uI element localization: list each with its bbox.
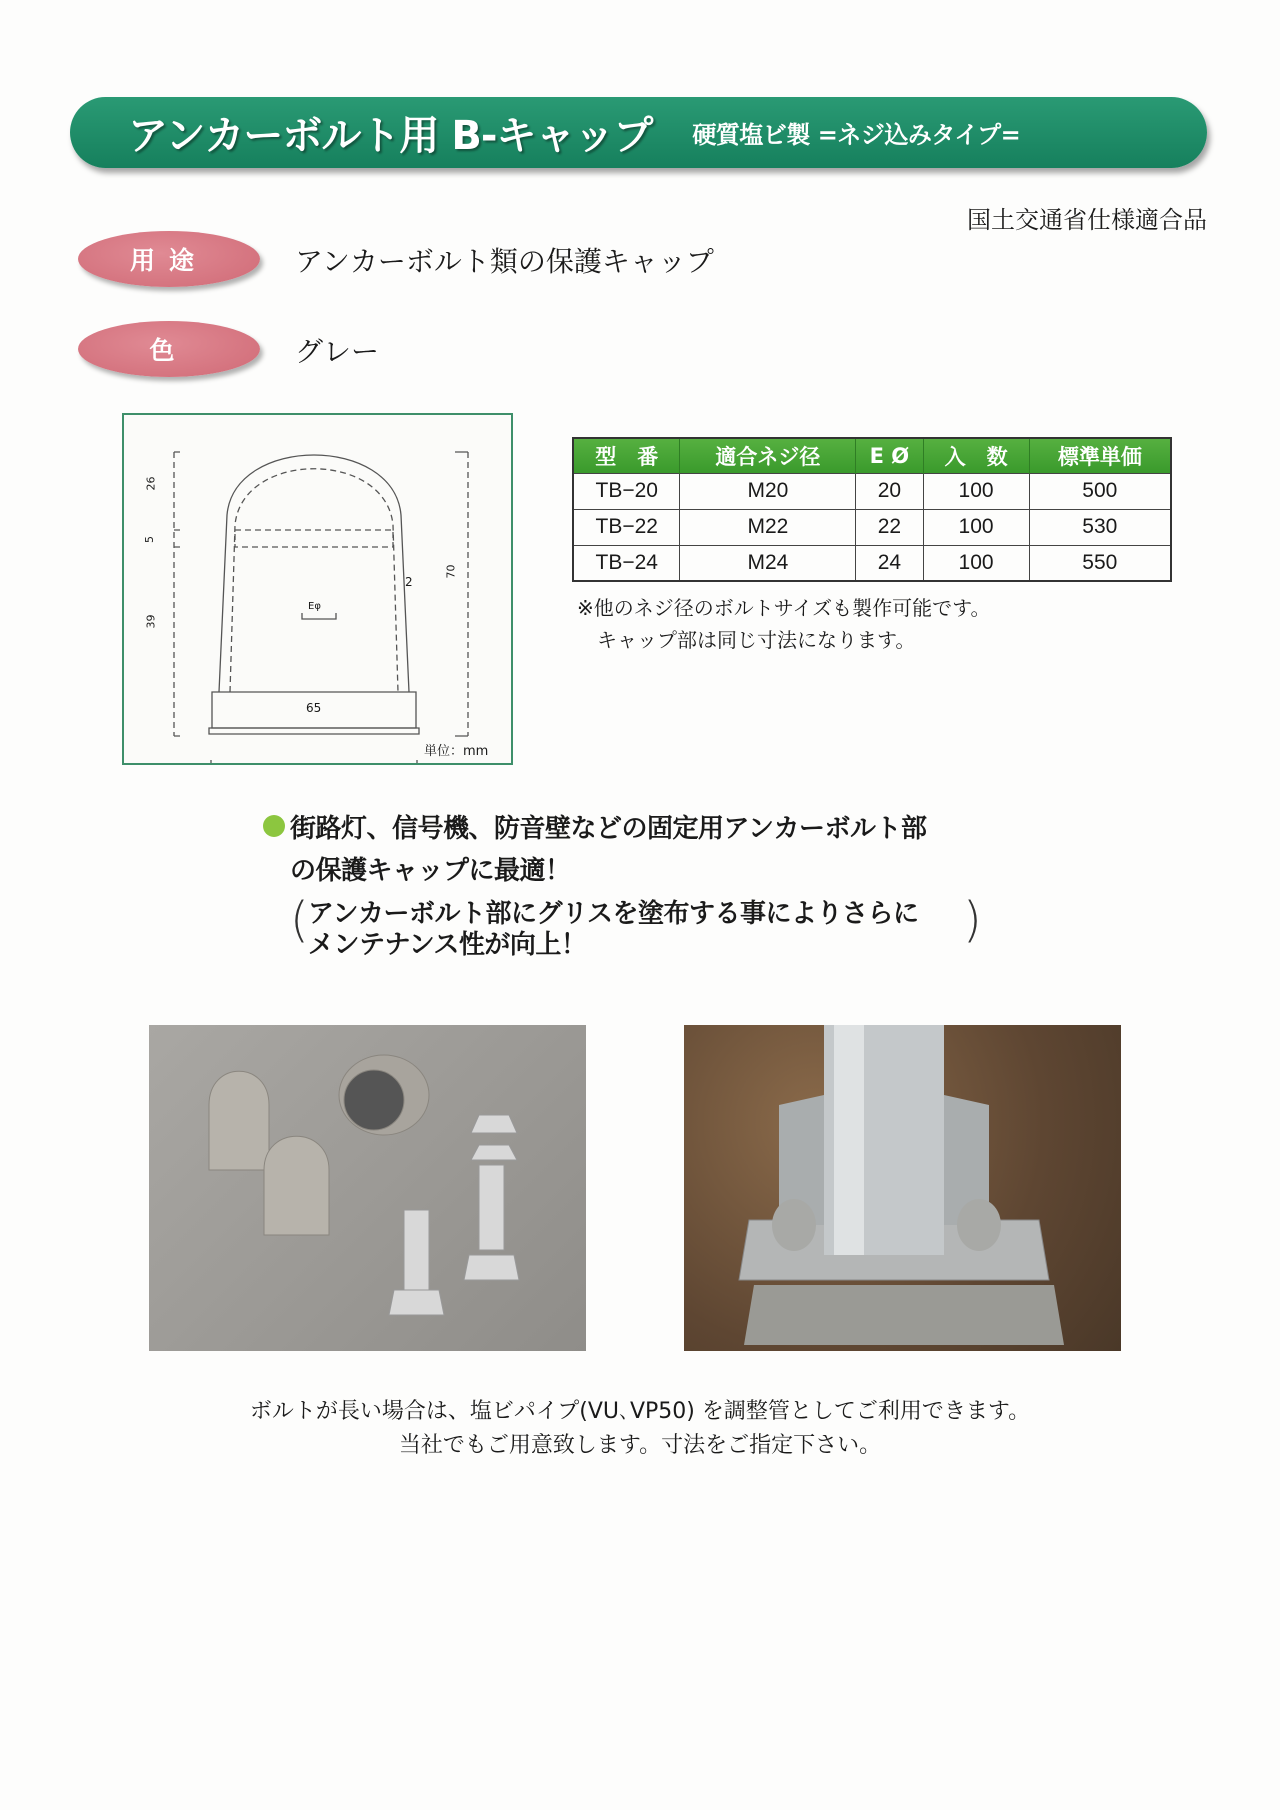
unit-label: 単位：mm bbox=[424, 744, 489, 759]
table-note-1: ※他のネジ径のボルトサイズも製作可能です。 bbox=[577, 596, 991, 620]
dim-65: 65 bbox=[306, 701, 322, 715]
cell: 530 bbox=[1029, 509, 1171, 545]
cell: TB−20 bbox=[573, 473, 680, 509]
color-label: 色 bbox=[78, 321, 260, 377]
cell: M22 bbox=[680, 509, 856, 545]
table-row bbox=[573, 545, 1171, 581]
cell: TB−24 bbox=[573, 545, 680, 581]
col-quantity: 入 数 bbox=[923, 438, 1029, 473]
table-note-2: キャップ部は同じ寸法になります。 bbox=[597, 628, 916, 652]
cell: 100 bbox=[923, 473, 1029, 509]
paren-left: ( bbox=[290, 892, 309, 948]
title-banner bbox=[70, 97, 1207, 168]
cell: 20 bbox=[856, 473, 923, 509]
cell: 22 bbox=[856, 509, 923, 545]
table-row bbox=[573, 509, 1171, 545]
cell: 100 bbox=[923, 545, 1029, 581]
footer-line-2: 当社でもご用意致します。寸法をご指定下さい。 bbox=[398, 1433, 882, 1458]
installation-photo bbox=[684, 1025, 1121, 1351]
col-model: 型 番 bbox=[573, 438, 680, 473]
page-subtitle: 硬質塩ビ製 =ネジ込みタイプ= bbox=[692, 121, 1021, 149]
color-value: グレー bbox=[295, 335, 380, 368]
dim-2: 2 bbox=[405, 575, 413, 589]
spec-compliance-note: 国土交通省仕様適合品 bbox=[967, 206, 1207, 234]
cell: M24 bbox=[680, 545, 856, 581]
dimension-diagram bbox=[122, 413, 513, 765]
cell: TB−22 bbox=[573, 509, 680, 545]
cell: 100 bbox=[923, 509, 1029, 545]
feature-line-2: の保護キャップに最適！ bbox=[290, 856, 571, 886]
dim-5: 5 bbox=[143, 536, 156, 543]
usage-value: アンカーボルト類の保護キャップ bbox=[295, 245, 714, 278]
cell: M20 bbox=[680, 473, 856, 509]
feature-line-1: 街路灯、信号機、防音壁などの固定用アンカーボルト部 bbox=[290, 814, 927, 844]
table-header-row bbox=[573, 438, 1171, 473]
cell: 550 bbox=[1029, 545, 1171, 581]
col-thread: 適合ネジ径 bbox=[680, 438, 856, 473]
table-row bbox=[573, 473, 1171, 509]
footer-line-1: ボルトが長い場合は、塩ビパイプ(VU､VP50) を調整管としてご利用できます。 bbox=[249, 1399, 1031, 1424]
page-title: アンカーボルト用 B-キャップ bbox=[128, 113, 653, 159]
col-price: 標準単価 bbox=[1029, 438, 1171, 473]
dim-26: 26 bbox=[144, 476, 158, 491]
feature-line-4: メンテナンス性が向上！ bbox=[308, 930, 587, 960]
product-photo-caps bbox=[149, 1025, 586, 1351]
dim-70: 70 bbox=[444, 564, 458, 579]
dim-39: 39 bbox=[144, 614, 158, 629]
cell: 500 bbox=[1029, 473, 1171, 509]
cell: 24 bbox=[856, 545, 923, 581]
col-e-diameter: E Ø bbox=[856, 438, 923, 473]
paren-right: ) bbox=[963, 892, 982, 948]
e-diameter-label: Eφ bbox=[308, 601, 321, 612]
price-table bbox=[572, 437, 1172, 582]
usage-label: 用途 bbox=[78, 231, 260, 287]
bullet-icon bbox=[263, 815, 285, 837]
feature-line-3: アンカーボルト部にグリスを塗布する事によりさらに bbox=[308, 899, 919, 929]
